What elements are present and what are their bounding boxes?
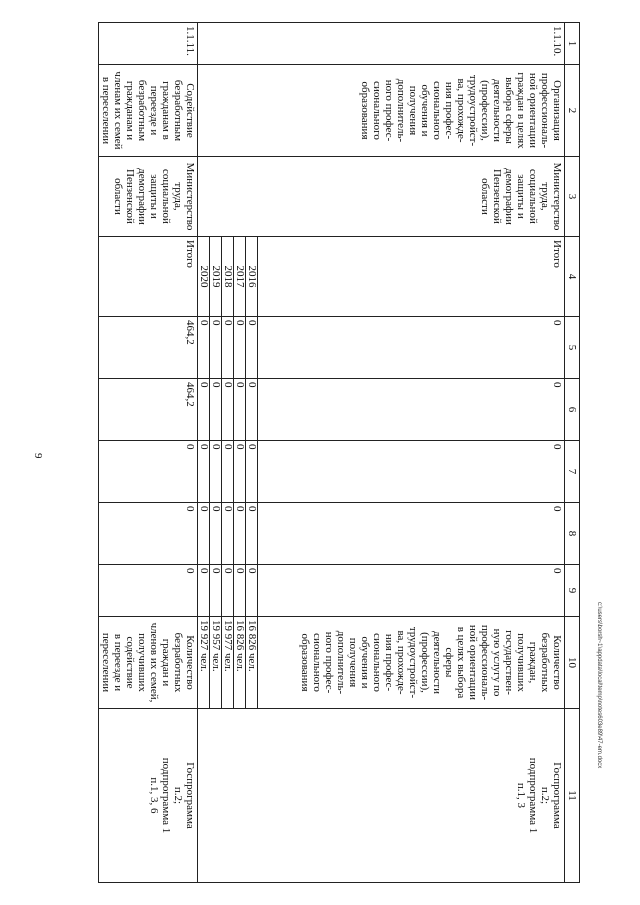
col-header-2: 2 <box>565 65 580 157</box>
value-cell: 0 <box>246 379 258 441</box>
total-value: 0 <box>258 317 565 379</box>
total-value: 464,2 <box>99 379 198 441</box>
value-cell: 0 <box>222 503 234 565</box>
total-value: 0 <box>258 565 565 617</box>
page-number: 9 <box>32 453 44 459</box>
value-cell: 0 <box>234 379 246 441</box>
total-value: 0 <box>258 379 565 441</box>
ministry-name: Министерство труда, социальной защиты и демографии Пензенской области <box>99 157 198 237</box>
value-cell: 0 <box>222 565 234 617</box>
footer-file-path: c:\users\borsh~1\appdata\local\temp\notes603e89\47-em.docx <box>596 602 602 769</box>
value-cell: 0 <box>246 441 258 503</box>
value-cell: 0 <box>210 317 222 379</box>
col-header-6: 6 <box>565 379 580 441</box>
activity-name: Содействие безработным гражданам в переезде и безработным гражданам и членам их семей в переселении <box>99 65 198 157</box>
value-cell: 0 <box>198 441 210 503</box>
value-cell: 0 <box>246 503 258 565</box>
value-cell: 0 <box>198 379 210 441</box>
year-cell: 2018 <box>222 237 234 317</box>
program-ref: Госпрограмма п.2; подпрограмма 1 п.1, 3, 6 <box>99 709 198 883</box>
indicator-value: 19 927 чел. <box>198 617 210 709</box>
value-cell: 0 <box>234 565 246 617</box>
indicator-value: 16 826 чел. <box>234 617 246 709</box>
program-ref: Госпрограмма п.2; подпрограмма 1 п.1, 3 <box>198 709 565 883</box>
value-cell: 0 <box>210 441 222 503</box>
value-cell: 0 <box>234 317 246 379</box>
value-cell: 0 <box>246 317 258 379</box>
value-cell: 0 <box>234 503 246 565</box>
value-cell: 0 <box>198 317 210 379</box>
value-cell: 0 <box>210 379 222 441</box>
indicator-value: 19 977 чел. <box>222 617 234 709</box>
value-cell: 0 <box>198 565 210 617</box>
value-cell: 0 <box>234 441 246 503</box>
year-cell: 2017 <box>234 237 246 317</box>
col-header-11: 11 <box>565 709 580 883</box>
activity-name: Организация профессиональ- ной ориентации граждан в целях выбора сферы деятельности (профессии), трудоустройст- ва, прохожде- ния профес- сионального обучения и получения дополнитель- ного профес- сионального образования <box>198 65 565 157</box>
total-value: 0 <box>99 441 198 503</box>
value-cell: 0 <box>222 317 234 379</box>
row-number: 1.1.10. <box>198 23 565 65</box>
value-cell: 0 <box>198 503 210 565</box>
col-header-5: 5 <box>565 317 580 379</box>
total-value: 0 <box>258 441 565 503</box>
value-cell: 0 <box>210 503 222 565</box>
table-row <box>258 23 565 883</box>
value-cell: 0 <box>222 379 234 441</box>
total-label: Итого <box>99 237 198 317</box>
indicator-value: 19 957 чел. <box>210 617 222 709</box>
year-cell: 2019 <box>210 237 222 317</box>
indicator-value: 16 826 чел. <box>246 617 258 709</box>
ministry-name: Министерство труда, социальной защиты и демографии Пензенской области <box>198 157 565 237</box>
col-header-8: 8 <box>565 503 580 565</box>
total-value: 0 <box>258 503 565 565</box>
indicator-name: Количество безработных граждан и членов их семей, получивших содействие в переезде и переселении <box>99 617 198 709</box>
total-label: Итого <box>258 237 565 317</box>
header-row <box>565 23 580 883</box>
year-cell: 2016 <box>246 237 258 317</box>
total-value: 0 <box>99 565 198 617</box>
value-cell: 0 <box>222 441 234 503</box>
total-value: 464,2 <box>99 317 198 379</box>
year-cell: 2020 <box>198 237 210 317</box>
program-table <box>98 22 580 883</box>
indicator-name: Количество безработных граждан, получивших государствен- ную услугу по профессиональ- ной ориентации в целях выбора сферы деятельности (профессии), трудоустройст- ва, прохожде- ния профес- сионального обучения и получения дополнитель- ного профес- сионального образования <box>258 617 565 709</box>
row-number: 1.1.11. <box>99 23 198 65</box>
col-header-4: 4 <box>565 237 580 317</box>
rotated-table-wrapper <box>80 22 580 882</box>
col-header-7: 7 <box>565 441 580 503</box>
col-header-3: 3 <box>565 157 580 237</box>
col-header-9: 9 <box>565 565 580 617</box>
col-header-1: 1 <box>565 23 580 65</box>
value-cell: 0 <box>210 565 222 617</box>
table-row <box>99 23 198 883</box>
total-value: 0 <box>99 503 198 565</box>
value-cell: 0 <box>246 565 258 617</box>
col-header-10: 10 <box>565 617 580 709</box>
